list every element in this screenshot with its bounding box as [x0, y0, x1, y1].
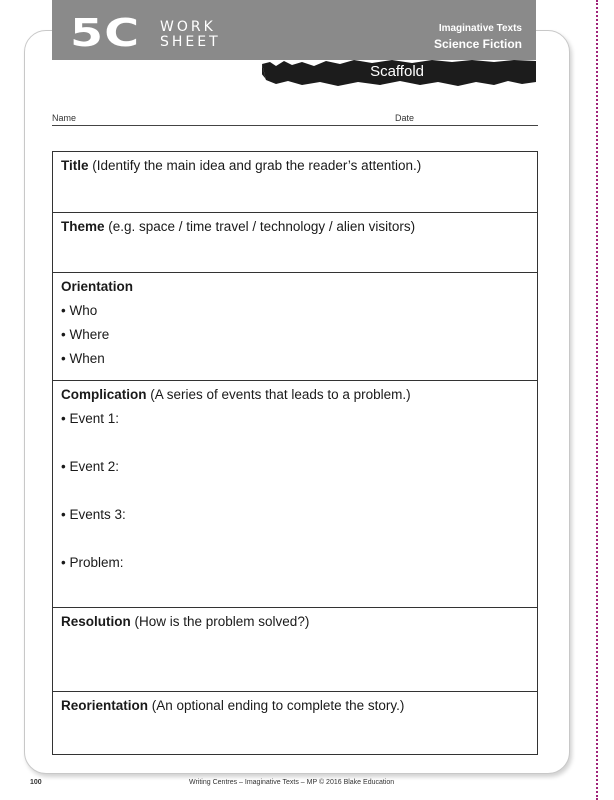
category-label — [434, 22, 522, 52]
section-reorientation — [53, 692, 537, 754]
footer-credit: Writing Centres – Imaginative Texts – MP © 2016 Blake Education — [189, 779, 395, 786]
section-title-text — [61, 158, 421, 173]
section-heading: Reorientation — [61, 698, 149, 713]
worksheet-number: 5C — [70, 11, 141, 55]
name-date-line — [52, 113, 538, 126]
worksheet-label-line1: WORK — [160, 19, 216, 35]
bullet-item: • Who — [61, 303, 98, 318]
page-number: 100 — [30, 779, 42, 786]
bullet-item: • Events 3: — [61, 507, 126, 522]
name-label: Name — [52, 113, 77, 123]
section-resolution — [53, 608, 537, 692]
scaffold-label: Scaffold — [370, 63, 424, 80]
section-orientation-text — [61, 279, 133, 294]
section-heading: Resolution — [61, 614, 131, 629]
scaffold-table — [52, 151, 538, 755]
bullet-item: • When — [61, 351, 105, 366]
section-theme — [53, 213, 537, 273]
section-reorientation-text — [61, 698, 404, 713]
section-orientation — [53, 273, 537, 381]
section-title — [53, 152, 537, 213]
section-hint: (e.g. space / time travel / technology / alien visitors) — [104, 219, 416, 234]
section-complication — [53, 381, 537, 608]
section-heading: Orientation — [61, 279, 134, 294]
section-resolution-text — [61, 614, 309, 629]
category-line2: Science Fiction — [433, 37, 522, 51]
section-heading: Theme — [61, 219, 105, 234]
section-hint: (An optional ending to complete the story.) — [148, 698, 405, 713]
date-label: Date — [395, 113, 415, 123]
worksheet-label-line2: SHEET — [160, 34, 221, 50]
section-complication-text — [61, 387, 411, 402]
bullet-item: • Where — [61, 327, 110, 342]
bullet-item: • Problem: — [61, 555, 124, 570]
cut-line — [596, 0, 598, 800]
section-hint: (A series of events that leads to a problem.) — [146, 387, 411, 402]
header-bar — [52, 0, 536, 60]
worksheet-label — [160, 20, 221, 49]
section-theme-text — [61, 219, 415, 234]
bullet-item: • Event 2: — [61, 459, 120, 474]
section-heading: Complication — [61, 387, 147, 402]
section-hint: (Identify the main idea and grab the reader’s attention.) — [88, 158, 422, 173]
bullet-item: • Event 1: — [61, 411, 120, 426]
section-heading: Title — [61, 158, 89, 173]
section-hint: (How is the problem solved?) — [130, 614, 310, 629]
category-line1: Imaginative Texts — [438, 23, 522, 34]
scaffold-banner — [262, 60, 536, 86]
